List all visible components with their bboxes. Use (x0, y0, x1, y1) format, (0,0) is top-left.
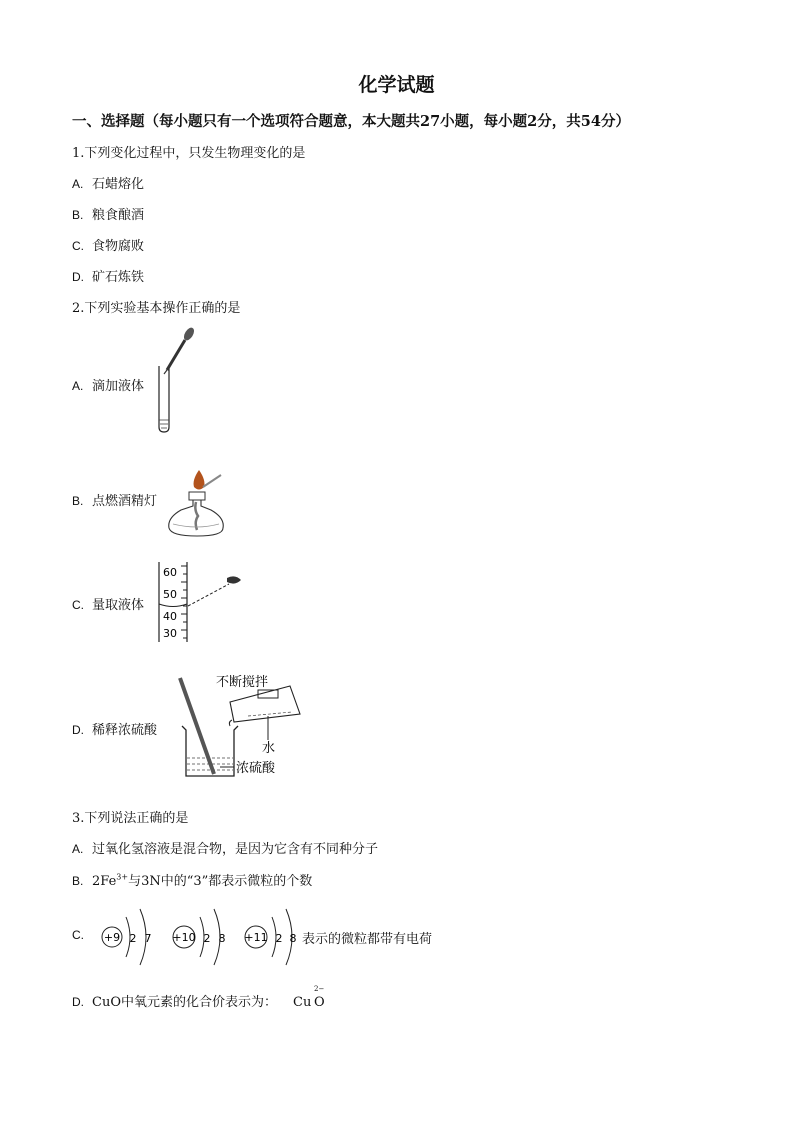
formula-o: O (314, 995, 325, 1010)
q3-option-a (72, 838, 378, 857)
tick-label: 30 (163, 627, 177, 640)
option-key: B. (72, 494, 84, 508)
option-text: CuO中氧元素的化合价表示为： (92, 995, 277, 1010)
option-text: 与3N中的“3”都表示微粒的个数 (128, 874, 313, 889)
option-key: C. (72, 239, 84, 253)
q2-option-b (72, 490, 157, 509)
dilution-figure (172, 670, 300, 782)
atom-diagram-3 (244, 909, 296, 965)
eye-icon (227, 576, 241, 583)
option-text: 石蜡熔化 (92, 177, 145, 192)
option-key: C. (72, 598, 84, 612)
water-label: 水 (262, 741, 276, 756)
page-title: 化学试题 (358, 74, 435, 96)
q1-option-b (72, 204, 144, 223)
tick-label: 60 (163, 566, 177, 579)
nucleus-label: +9 (103, 931, 121, 944)
q3-option-c-text: 表示的微粒都带有电荷 (302, 932, 433, 947)
q1-option-d (72, 266, 144, 285)
shell-electrons: 2 (129, 932, 137, 945)
option-key: D. (72, 995, 84, 1009)
shell-electrons: 2 (275, 932, 283, 945)
option-text: 点燃酒精灯 (92, 494, 158, 509)
question-2-stem: 2.下列实验基本操作正确的是 (72, 301, 241, 316)
formula: 2Fe (92, 874, 117, 889)
option-text: 稀释浓硫酸 (92, 723, 158, 738)
atom-diagram-1 (102, 909, 152, 965)
option-key: A. (72, 177, 84, 191)
charge-superscript: 3+ (116, 872, 129, 882)
option-key: C. (72, 928, 84, 942)
option-key: B. (72, 208, 84, 222)
alcohol-lamp-figure (163, 466, 225, 542)
shell-electrons: 2 (203, 932, 211, 945)
option-key: B. (72, 874, 84, 888)
tick-label: 50 (163, 588, 177, 601)
option-text: 滴加液体 (92, 379, 145, 394)
q2-option-c (72, 594, 144, 613)
section-heading: 一、选择题（每小题只有一个选项符合题意，本大题共27小题，每小题2分，共54分） (72, 113, 630, 130)
question-3-stem: 3.下列说法正确的是 (72, 811, 189, 826)
shell-electrons: 7 (144, 932, 152, 945)
acid-label: 浓硫酸 (236, 761, 276, 776)
option-text: 量取液体 (92, 598, 145, 613)
option-key: D. (72, 723, 84, 737)
atomic-structure-diagrams (96, 905, 306, 967)
shell-electrons: 8 (289, 932, 297, 945)
q3-option-c (72, 928, 92, 943)
q3-option-b (72, 870, 312, 889)
q2-option-d (72, 719, 157, 738)
option-text: 粮食酿酒 (92, 208, 145, 223)
graduated-cylinder-figure (155, 560, 250, 644)
shell-electrons: 8 (218, 932, 226, 945)
stir-label: 不断搅拌 (216, 675, 269, 690)
q1-option-a (72, 173, 144, 192)
option-text: 食物腐败 (92, 239, 145, 254)
nucleus-label: +10 (172, 931, 196, 944)
option-text: 过氧化氢溶液是混合物，是因为它含有不同种分子 (92, 842, 379, 857)
nucleus-label: +11 (244, 931, 268, 944)
formula-cu: Cu (293, 995, 312, 1010)
option-text: 矿石炼铁 (92, 270, 145, 285)
option-key: D. (72, 270, 84, 284)
q3-option-d (72, 991, 277, 1010)
option-key: A. (72, 842, 84, 856)
question-1-stem: 1.下列变化过程中，只发生物理变化的是 (72, 146, 306, 161)
dropper-test-tube-figure (152, 330, 202, 435)
atom-diagram-2 (172, 909, 225, 965)
q2-option-a (72, 375, 144, 394)
option-key: A. (72, 379, 84, 393)
valence-mark: 2− (314, 985, 325, 993)
q1-option-c (72, 235, 144, 254)
tick-label: 40 (163, 610, 177, 623)
